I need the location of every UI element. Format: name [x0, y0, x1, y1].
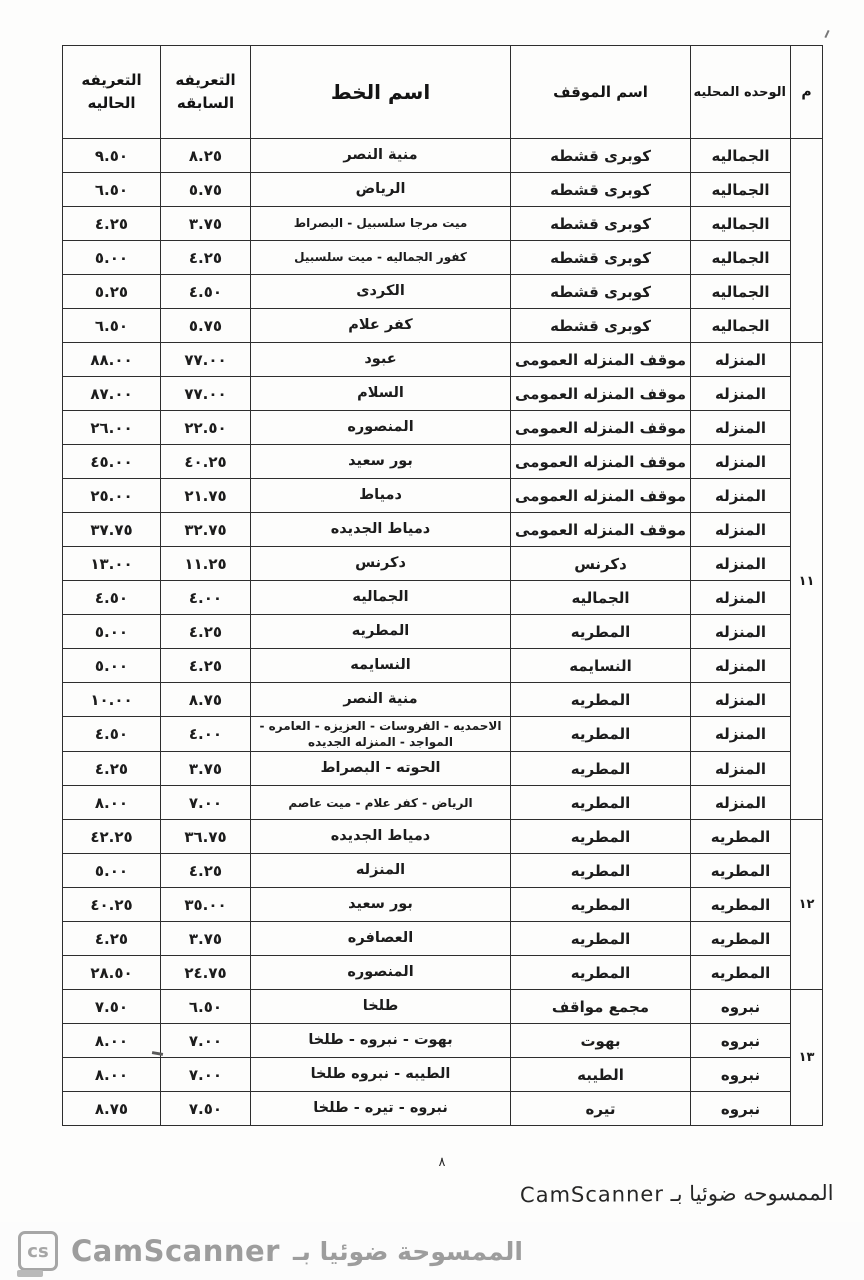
curr-tariff-cell: ٤.٥٠: [63, 717, 161, 752]
prev-tariff-cell: ٤.٢٥: [161, 241, 251, 275]
unit-cell: المنزله: [691, 377, 791, 411]
stop-cell: المطريه: [511, 820, 691, 854]
stop-cell: بهوت: [511, 1024, 691, 1058]
curr-tariff-cell: ٤٥.٠٠: [63, 445, 161, 479]
col-header-serial: م: [791, 46, 823, 139]
table-row: [63, 990, 823, 1024]
curr-tariff-cell: ٨٨.٠٠: [63, 343, 161, 377]
prev-tariff-cell: ٤.٢٥: [161, 854, 251, 888]
line-cell: النسايمه: [251, 649, 511, 683]
line-cell: الجماليه: [251, 581, 511, 615]
prev-tariff-cell: ٤.٠٠: [161, 581, 251, 615]
table-row: [63, 513, 823, 547]
prev-tariff-cell: ٤.٥٠: [161, 275, 251, 309]
unit-cell: المنزله: [691, 717, 791, 752]
curr-tariff-cell: ٦.٥٠: [63, 309, 161, 343]
prev-tariff-cell: ١١.٢٥: [161, 547, 251, 581]
line-cell: المنزله: [251, 854, 511, 888]
line-cell: عبود: [251, 343, 511, 377]
table-row: [63, 820, 823, 854]
serial-cell: ١٣: [791, 990, 823, 1126]
table-row: [63, 922, 823, 956]
curr-tariff-cell: ٥.٠٠: [63, 854, 161, 888]
table-row: [63, 683, 823, 717]
stop-cell: كوبرى قشطه: [511, 241, 691, 275]
prev-tariff-cell: ٣٦.٧٥: [161, 820, 251, 854]
line-cell: دمياط الجديده: [251, 820, 511, 854]
col-header-line-name: اسم الخط: [251, 46, 511, 139]
table-row: [63, 547, 823, 581]
camscanner-logo-icon: [18, 1231, 58, 1271]
table-row: [63, 581, 823, 615]
curr-tariff-cell: ٨٧.٠٠: [63, 377, 161, 411]
table-row: [63, 717, 823, 752]
curr-tariff-cell: ٤.٢٥: [63, 752, 161, 786]
stop-cell: المطريه: [511, 615, 691, 649]
line-cell: بور سعيد: [251, 888, 511, 922]
stop-cell: موقف المنزله العمومى: [511, 411, 691, 445]
stop-cell: موقف المنزله العمومى: [511, 479, 691, 513]
stop-cell: الطيبه: [511, 1058, 691, 1092]
prev-tariff-cell: ٣٢.٧٥: [161, 513, 251, 547]
curr-tariff-cell: ٤.٢٥: [63, 207, 161, 241]
col-header-previous-tariff: التعريفه السابقه: [161, 46, 251, 139]
line-cell: دمياط الجديده: [251, 513, 511, 547]
line-cell: دكرنس: [251, 547, 511, 581]
unit-cell: المنزله: [691, 581, 791, 615]
prev-tariff-cell: ٤.٠٠: [161, 717, 251, 752]
unit-cell: المطريه: [691, 956, 791, 990]
curr-tariff-cell: ٥.٠٠: [63, 241, 161, 275]
prev-tariff-cell: ٢١.٧٥: [161, 479, 251, 513]
curr-tariff-cell: ٢٨.٥٠: [63, 956, 161, 990]
stop-cell: كوبرى قشطه: [511, 309, 691, 343]
stop-cell: المطريه: [511, 717, 691, 752]
prev-tariff-cell: ٨.٢٥: [161, 139, 251, 173]
line-cell: الرياض - كفر علام - ميت عاصم: [251, 786, 511, 820]
line-cell: الرياض: [251, 173, 511, 207]
unit-cell: المنزله: [691, 479, 791, 513]
table-row: [63, 888, 823, 922]
unit-cell: المنزله: [691, 411, 791, 445]
curr-tariff-cell: ٤.٢٥: [63, 922, 161, 956]
unit-cell: المنزله: [691, 615, 791, 649]
prev-tariff-cell: ٤.٢٥: [161, 615, 251, 649]
stop-cell: كوبرى قشطه: [511, 173, 691, 207]
unit-cell: المنزله: [691, 649, 791, 683]
prev-tariff-cell: ٦.٥٠: [161, 990, 251, 1024]
curr-tariff-cell: ٥.٠٠: [63, 615, 161, 649]
unit-cell: نبروه: [691, 1024, 791, 1058]
table-row: [63, 445, 823, 479]
prev-tariff-cell: ٨.٧٥: [161, 683, 251, 717]
stop-cell: تيره: [511, 1092, 691, 1126]
line-cell: المطريه: [251, 615, 511, 649]
camscanner-handwritten-watermark: الممسوحه ضوئيا بـ CamScanner: [520, 1180, 835, 1208]
prev-tariff-cell: ٣٥.٠٠: [161, 888, 251, 922]
prev-tariff-cell: ٧٧.٠٠: [161, 377, 251, 411]
curr-tariff-cell: ٥.٠٠: [63, 649, 161, 683]
unit-cell: الجماليه: [691, 241, 791, 275]
line-cell: الاحمديه - الفروسات - العزيزه - العامره - المواجد - المنزله الجديده: [251, 717, 511, 752]
unit-cell: المنزله: [691, 683, 791, 717]
table-row: [63, 1058, 823, 1092]
table-row: [63, 1092, 823, 1126]
stop-cell: المطريه: [511, 752, 691, 786]
tariff-table: [62, 45, 823, 1126]
line-cell: بور سعيد: [251, 445, 511, 479]
unit-cell: المنزله: [691, 513, 791, 547]
curr-tariff-cell: ٧.٥٠: [63, 990, 161, 1024]
col-header-stop-name: اسم الموقف: [511, 46, 691, 139]
unit-cell: المنزله: [691, 752, 791, 786]
col-header-current-tariff: التعريفه الحاليه: [63, 46, 161, 139]
curr-tariff-cell: ٤٢.٢٥: [63, 820, 161, 854]
prev-tariff-cell: ٥.٧٥: [161, 173, 251, 207]
unit-cell: نبروه: [691, 1092, 791, 1126]
unit-cell: المطريه: [691, 820, 791, 854]
line-cell: ميت مرجا سلسبيل - البصراط: [251, 207, 511, 241]
camscanner-arabic-caption: الممسوحة ضوئيا بـ: [292, 1236, 523, 1266]
prev-tariff-cell: ٣.٧٥: [161, 207, 251, 241]
prev-tariff-cell: ٤.٢٥: [161, 649, 251, 683]
curr-tariff-cell: ٨.٧٥: [63, 1092, 161, 1126]
camscanner-brand: CamScanner: [71, 1234, 280, 1268]
table-row: [63, 275, 823, 309]
unit-cell: المنزله: [691, 786, 791, 820]
stop-cell: مجمع مواقف: [511, 990, 691, 1024]
curr-tariff-cell: ١٣.٠٠: [63, 547, 161, 581]
line-cell: منية النصر: [251, 683, 511, 717]
curr-tariff-cell: ٢٥.٠٠: [63, 479, 161, 513]
curr-tariff-cell: ٢٦.٠٠: [63, 411, 161, 445]
unit-cell: الجماليه: [691, 139, 791, 173]
prev-tariff-cell: ٧.٠٠: [161, 786, 251, 820]
col-header-local-unit: الوحده المحليه: [691, 46, 791, 139]
table-row: [63, 241, 823, 275]
scan-artifact: [824, 30, 829, 38]
unit-cell: المطريه: [691, 922, 791, 956]
prev-tariff-cell: ٧٧.٠٠: [161, 343, 251, 377]
stop-cell: المطريه: [511, 956, 691, 990]
unit-cell: المنزله: [691, 343, 791, 377]
unit-cell: المنزله: [691, 445, 791, 479]
table-row: [63, 786, 823, 820]
unit-cell: المطريه: [691, 854, 791, 888]
line-cell: كفور الجماليه - ميت سلسبيل: [251, 241, 511, 275]
table-row: [63, 956, 823, 990]
table-row: [63, 411, 823, 445]
prev-tariff-cell: ٥.٧٥: [161, 309, 251, 343]
stop-cell: المطريه: [511, 922, 691, 956]
line-cell: الطيبه - نبروه طلخا: [251, 1058, 511, 1092]
curr-tariff-cell: ٥.٢٥: [63, 275, 161, 309]
table-row: [63, 343, 823, 377]
line-cell: طلخا: [251, 990, 511, 1024]
line-cell: منية النصر: [251, 139, 511, 173]
stop-cell: كوبرى قشطه: [511, 207, 691, 241]
stop-cell: النسايمه: [511, 649, 691, 683]
curr-tariff-cell: ٨.٠٠: [63, 1024, 161, 1058]
curr-tariff-cell: ٨.٠٠: [63, 1058, 161, 1092]
table-row: [63, 309, 823, 343]
unit-cell: المنزله: [691, 547, 791, 581]
line-cell: المنصوره: [251, 411, 511, 445]
serial-cell: ١١: [791, 343, 823, 820]
line-cell: العصافره: [251, 922, 511, 956]
stop-cell: المطريه: [511, 888, 691, 922]
line-cell: المنصوره: [251, 956, 511, 990]
stop-cell: موقف المنزله العمومى: [511, 513, 691, 547]
table-row: [63, 752, 823, 786]
curr-tariff-cell: ٤.٥٠: [63, 581, 161, 615]
unit-cell: الجماليه: [691, 309, 791, 343]
serial-cell: [791, 139, 823, 343]
camscanner-footer: [0, 1222, 864, 1280]
line-cell: نبروه - تيره - طلخا: [251, 1092, 511, 1126]
prev-tariff-cell: ٣.٧٥: [161, 922, 251, 956]
prev-tariff-cell: ٢٤.٧٥: [161, 956, 251, 990]
line-cell: دمياط: [251, 479, 511, 513]
prev-tariff-cell: ٧.٠٠: [161, 1024, 251, 1058]
unit-cell: نبروه: [691, 1058, 791, 1092]
header-row: [63, 46, 823, 139]
prev-tariff-cell: ٤٠.٢٥: [161, 445, 251, 479]
unit-cell: الجماليه: [691, 275, 791, 309]
table-row: [63, 207, 823, 241]
unit-cell: الجماليه: [691, 173, 791, 207]
table-row: [63, 139, 823, 173]
table-row: [63, 854, 823, 888]
line-cell: السلام: [251, 377, 511, 411]
table-row: [63, 615, 823, 649]
stop-cell: موقف المنزله العمومى: [511, 377, 691, 411]
stop-cell: كوبرى قشطه: [511, 139, 691, 173]
line-cell: الحوته - البصراط: [251, 752, 511, 786]
table-row: [63, 479, 823, 513]
curr-tariff-cell: ١٠.٠٠: [63, 683, 161, 717]
prev-tariff-cell: ٢٢.٥٠: [161, 411, 251, 445]
curr-tariff-cell: ٤٠.٢٥: [63, 888, 161, 922]
stop-cell: موقف المنزله العمومى: [511, 445, 691, 479]
stop-cell: موقف المنزله العمومى: [511, 343, 691, 377]
stop-cell: المطريه: [511, 854, 691, 888]
prev-tariff-cell: ٧.٠٠: [161, 1058, 251, 1092]
stop-cell: كوبرى قشطه: [511, 275, 691, 309]
curr-tariff-cell: ٣٧.٧٥: [63, 513, 161, 547]
line-cell: كفر علام: [251, 309, 511, 343]
unit-cell: الجماليه: [691, 207, 791, 241]
table-row: [63, 377, 823, 411]
line-cell: بهوت - نبروه - طلخا: [251, 1024, 511, 1058]
serial-cell: ١٢: [791, 820, 823, 990]
table-row: [63, 173, 823, 207]
camscanner-logo-text: cs: [27, 1240, 49, 1262]
table-row: [63, 649, 823, 683]
prev-tariff-cell: ٣.٧٥: [161, 752, 251, 786]
unit-cell: نبروه: [691, 990, 791, 1024]
stop-cell: المطريه: [511, 786, 691, 820]
stop-cell: دكرنس: [511, 547, 691, 581]
stop-cell: المطريه: [511, 683, 691, 717]
curr-tariff-cell: ٨.٠٠: [63, 786, 161, 820]
unit-cell: المطريه: [691, 888, 791, 922]
line-cell: الكردى: [251, 275, 511, 309]
stop-cell: الجماليه: [511, 581, 691, 615]
table-row: [63, 1024, 823, 1058]
page-number: ٨: [438, 1155, 446, 1170]
curr-tariff-cell: ٩.٥٠: [63, 139, 161, 173]
curr-tariff-cell: ٦.٥٠: [63, 173, 161, 207]
prev-tariff-cell: ٧.٥٠: [161, 1092, 251, 1126]
